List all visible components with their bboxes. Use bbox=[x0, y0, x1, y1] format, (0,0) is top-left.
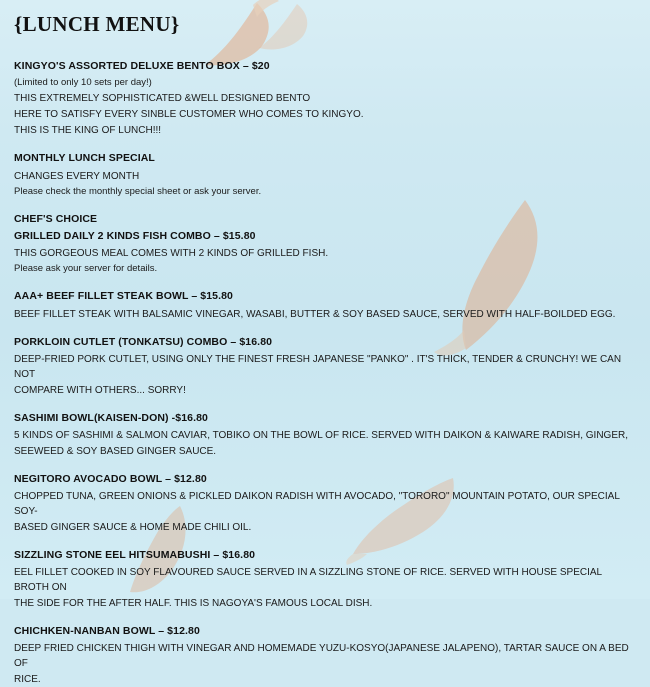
menu-sections bbox=[14, 59, 636, 687]
menu-section-chichken-nanban-bowl bbox=[14, 624, 636, 687]
section-heading: SIZZLING STONE EEL HITSUMABUSHI – $16.80 bbox=[14, 549, 256, 562]
section-heading: MONTHLY LUNCH SPECIAL bbox=[14, 152, 155, 165]
section-line: RICE. bbox=[14, 674, 41, 686]
section-line: BASED GINGER SAUCE & HOME MADE CHILI OIL. bbox=[14, 522, 252, 534]
section-heading: CHICHKEN-NANBAN BOWL – $12.80 bbox=[14, 625, 200, 638]
section-heading: NEGITORO AVOCADO BOWL – $12.80 bbox=[14, 472, 207, 485]
section-line: COMPARE WITH OTHERS... SORRY! bbox=[14, 384, 186, 396]
menu-section-negitoro-avocado-bowl bbox=[14, 472, 636, 535]
section-heading: KINGYO'S ASSORTED DELUXE BENTO BOX – $20 bbox=[14, 60, 270, 72]
section-heading: PORKLOIN CUTLET (TONKATSU) COMBO – $16.80 bbox=[14, 335, 273, 348]
section-heading: CHEF'S CHOICE bbox=[14, 212, 98, 225]
menu-section-bento bbox=[14, 59, 636, 138]
section-line: HERE TO SATISFY EVERY SINBLE CUSTOMER WHO COMES TO KINGYO. bbox=[14, 109, 364, 121]
section-line: THIS IS THE KING OF LUNCH!!! bbox=[14, 125, 162, 137]
section-subheading: GRILLED DAILY 2 KINDS FISH COMBO – $15.80 bbox=[14, 230, 256, 243]
section-line: Please check the monthly special sheet or ask your server. bbox=[14, 185, 262, 197]
section-line: DEEP FRIED CHICKEN THIGH WITH VINEGAR AND HOMEMADE YUZU-KOSYO(JAPANESE JALAPENO), TARTAR SAUCE ON A BED OF bbox=[14, 643, 629, 670]
section-line: THE SIDE FOR THE AFTER HALF. THIS IS NAGOYA'S FAMOUS LOCAL DISH. bbox=[14, 598, 373, 610]
menu-section-porkloin-cutlet-tonkatsu-combo bbox=[14, 335, 636, 398]
section-line: EEL FILLET COOKED IN SOY FLAVOURED SAUCE SERVED IN A SIZZLING STONE OF RICE. SERVED WITH HOUSE SPECIAL BROTH ON bbox=[14, 567, 602, 594]
section-line: DEEP-FRIED PORK CUTLET, USING ONLY THE FINEST FRESH JAPANESE "PANKO" . IT'S THICK, TENDER & CRUNCHY! WE CAN NOT bbox=[14, 353, 622, 380]
section-line: Please ask your server for details. bbox=[14, 263, 158, 275]
section-line: (Limited to only 10 sets per day!) bbox=[14, 77, 152, 89]
menu-section-monthly-lunch-special bbox=[14, 151, 636, 198]
section-heading: AAA+ BEEF FILLET STEAK BOWL – $15.80 bbox=[14, 290, 233, 303]
section-heading: SASHIMI BOWL(KAISEN-DON) -$16.80 bbox=[14, 411, 208, 424]
menu-section-sashimi-bowl-kaisen-don bbox=[14, 411, 636, 459]
section-line: SEEWEED & SOY BASED GINGER SAUCE. bbox=[14, 445, 217, 457]
menu-section-sizzling-stone-eel-hitsumabushi bbox=[14, 548, 636, 611]
menu-section-chefs-choice bbox=[14, 212, 636, 277]
section-line: THIS GORGEOUS MEAL COMES WITH 2 KINDS OF GRILLED FISH. bbox=[14, 248, 329, 260]
section-line: 5 KINDS OF SASHIMI & SALMON CAVIAR, TOBIKO ON THE BOWL OF RICE. SERVED WITH DAIKON & KAIWARE RADISH, GINGER, bbox=[14, 429, 628, 441]
section-line: CHANGES EVERY MONTH bbox=[14, 170, 140, 182]
page-title: {LUNCH MENU} bbox=[14, 12, 180, 36]
section-line: THIS EXTREMELY SOPHISTICATED &WELL DESIGNED BENTO bbox=[14, 93, 311, 105]
section-line: BEEF FILLET STEAK WITH BALSAMIC VINEGAR, WASABI, BUTTER & SOY BASED SAUCE, SERVED WITH HALF-BOILDED EGG. bbox=[14, 308, 616, 320]
section-line: CHOPPED TUNA, GREEN ONIONS & PICKLED DAIKON RADISH WITH AVOCADO, "TORORO" MOUNTAIN POTATO, OUR SPECIAL SOY- bbox=[14, 491, 620, 518]
menu-section-beef-fillet-steak-bowl bbox=[14, 289, 636, 321]
